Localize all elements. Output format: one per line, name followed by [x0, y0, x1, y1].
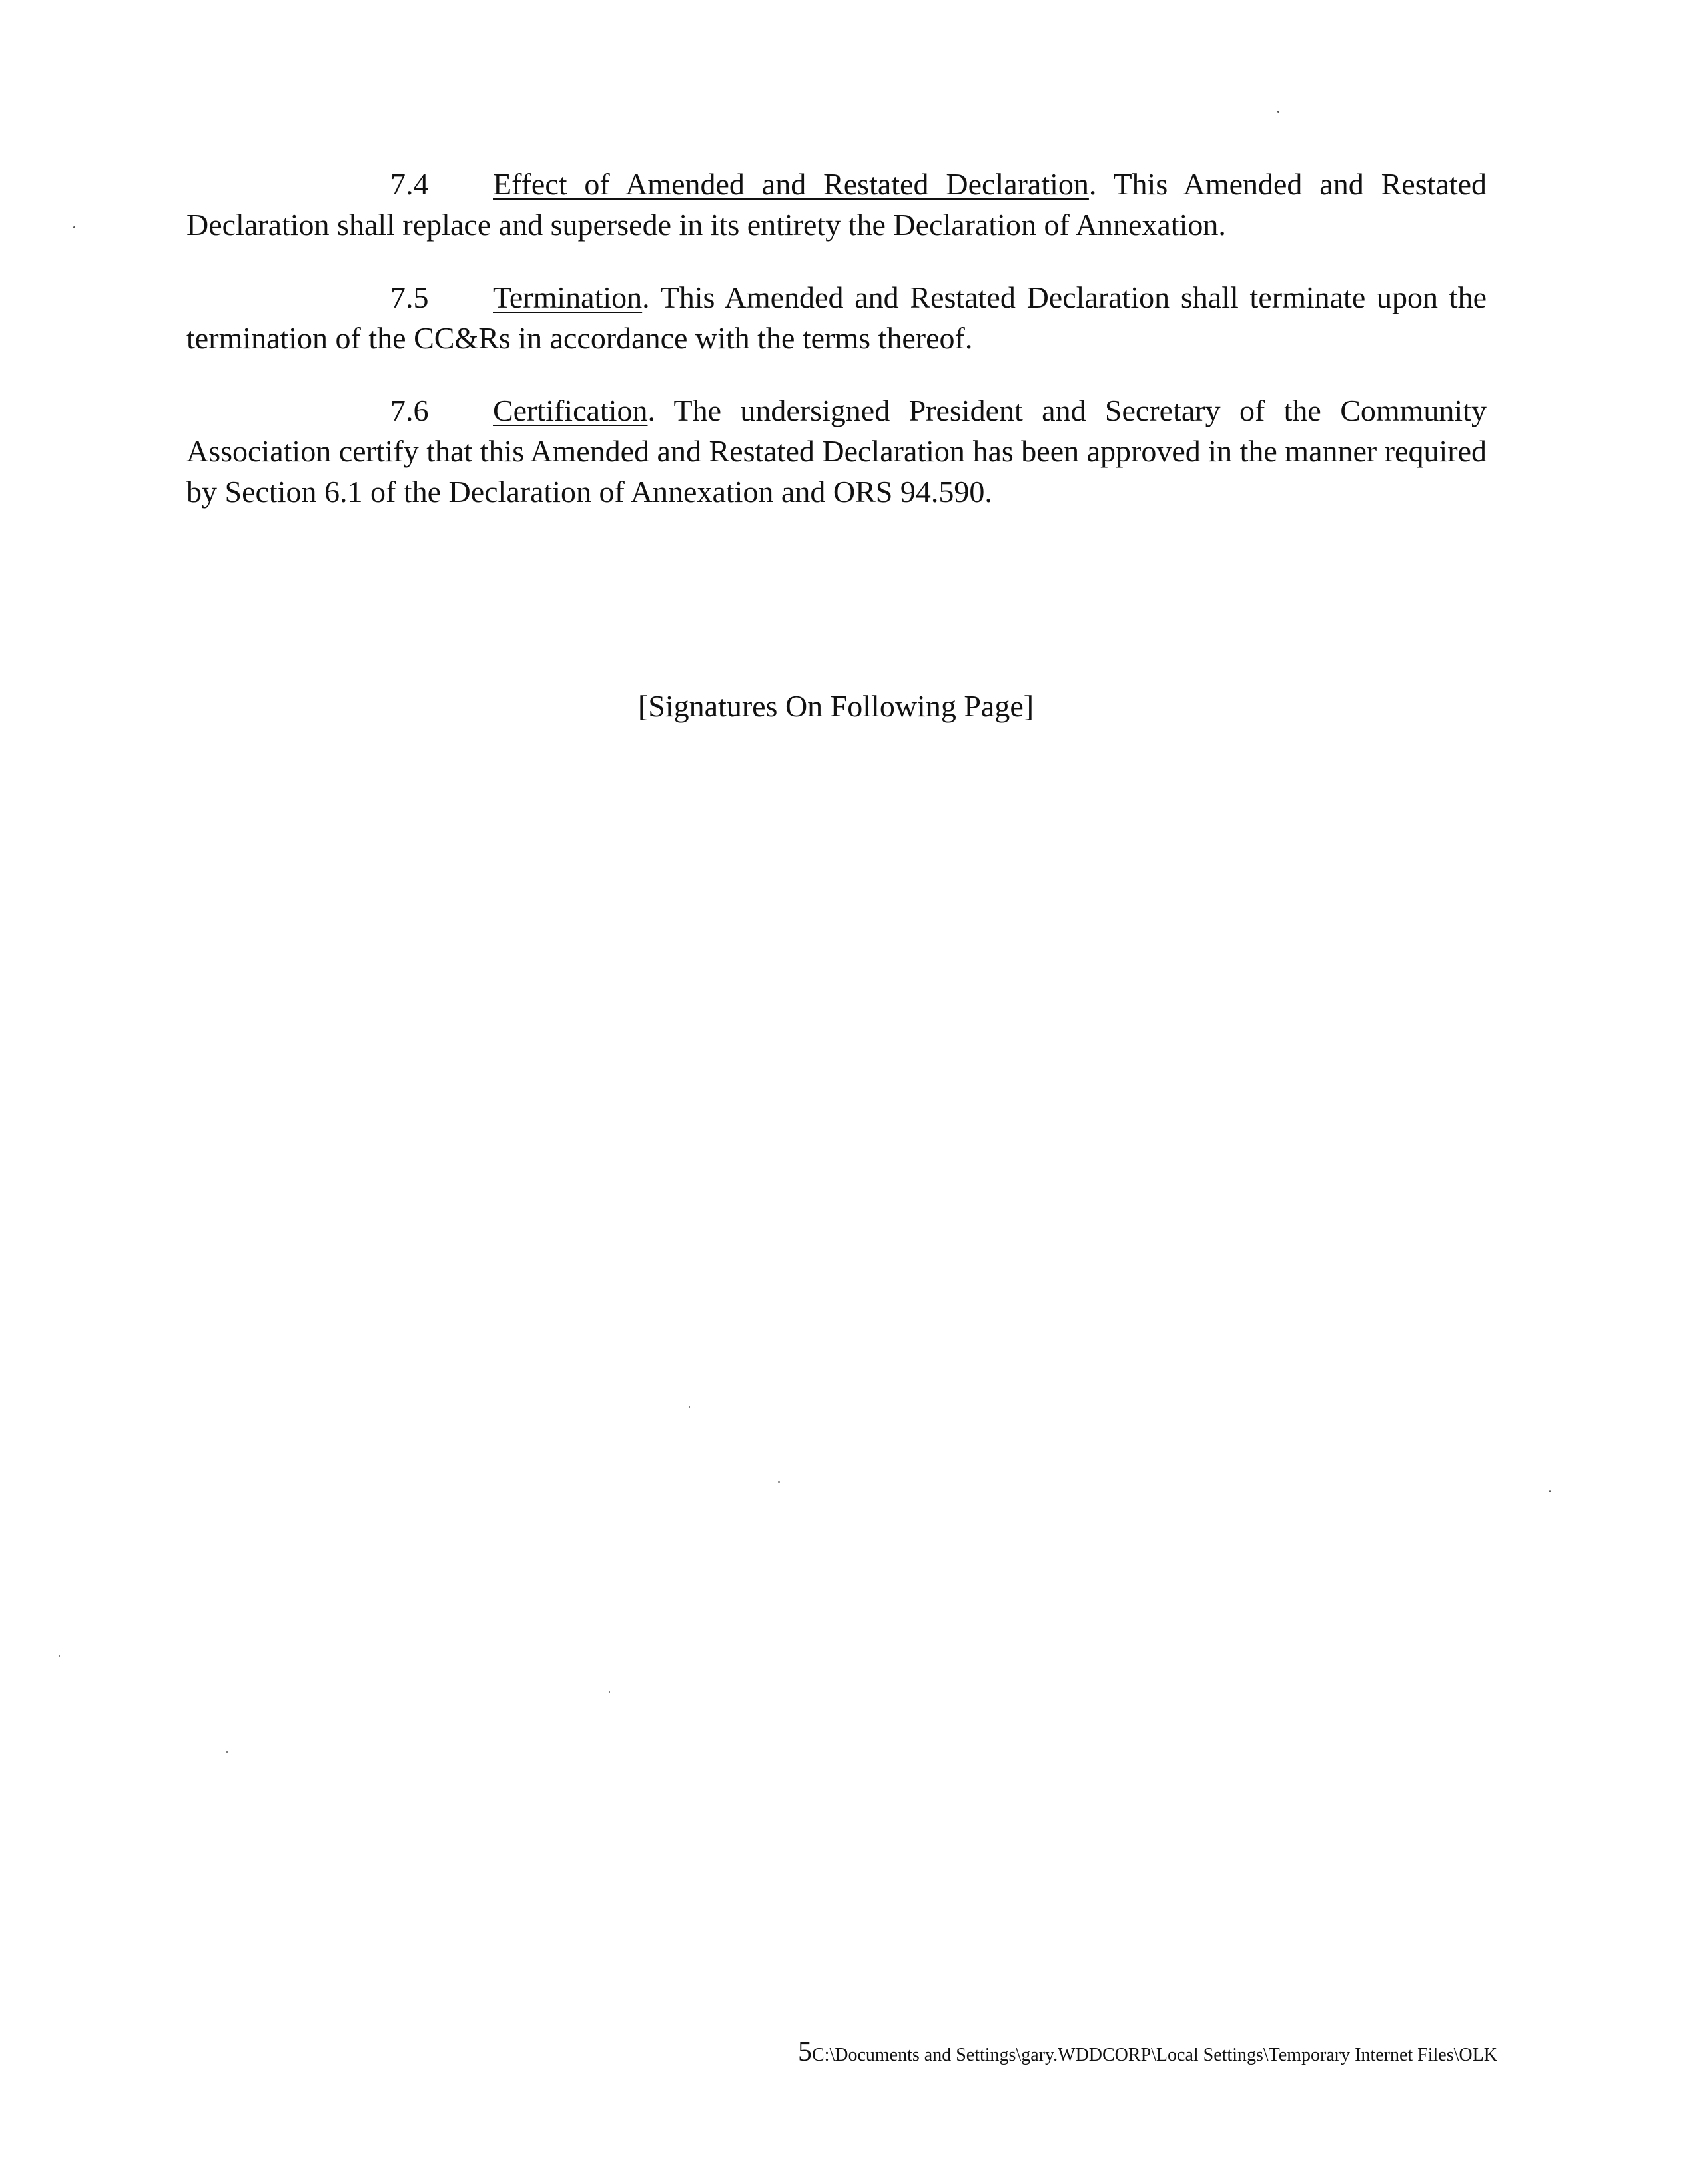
section-number: 7.6: [390, 394, 429, 427]
section-body: . This Amended and Restated Declaration shall terminate upon the termination of the CC&Rs in accordance with the terms thereof.: [186, 280, 1487, 355]
scan-speck: [59, 1655, 60, 1657]
section-body: . The undersigned President and Secretary of the Community Association certify that this Amended and Restated Declaration has been approved in the manner required by Section 6.1 of the Declaration of Annexation and ORS 94.590.: [186, 394, 1487, 509]
page-number: 5: [798, 2039, 812, 2067]
section-heading: Certification: [493, 394, 648, 427]
section-7-6: [186, 390, 1487, 512]
section-7-5: [186, 277, 1487, 358]
signature-note: [Signatures On Following Page]: [637, 689, 1034, 723]
scan-speck: [1277, 111, 1279, 113]
footer-file-path: [798, 2039, 1624, 2069]
section-7-4: [186, 164, 1487, 245]
section-number: 7.5: [390, 280, 429, 314]
scan-speck: [689, 1406, 690, 1408]
scan-speck: [73, 226, 75, 228]
scan-speck: [1549, 1490, 1551, 1492]
scan-speck: [226, 1751, 228, 1753]
section-paragraph: [186, 390, 1487, 512]
scan-speck: [609, 1691, 610, 1693]
section-paragraph: [186, 164, 1487, 245]
scan-speck: [778, 1481, 780, 1483]
file-path: C:\Documents and Settings\gary.WDDCORP\Local Settings\Temporary Internet Files\OLK: [812, 2045, 1497, 2065]
section-heading: Effect of Amended and Restated Declaration: [493, 167, 1089, 201]
section-heading: Termination: [493, 280, 643, 314]
section-number: 7.4: [390, 167, 429, 201]
section-paragraph: [186, 277, 1487, 358]
section-body: . This Amended and Restated Declaration shall replace and supersede in its entirety the Declaration of Annexation.: [186, 167, 1487, 242]
